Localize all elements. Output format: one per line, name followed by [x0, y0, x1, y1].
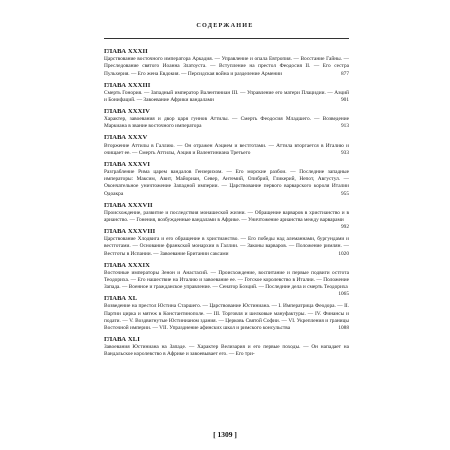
- chapter-page[interactable]: 1065: [338, 291, 349, 298]
- chapter-text: Вторжение Аттилы в Галлию. — Он отражен Аэцием и вестготами. — Аттила вторгается в Италию и очищает ее. — Смерть Аттилы, Аэция и Валентиниана Третьего: [104, 142, 349, 156]
- chapter-page[interactable]: 955: [340, 190, 349, 197]
- chapter-page[interactable]: 1020: [338, 250, 349, 257]
- running-head: СОДЕРЖАНИЕ: [196, 22, 254, 29]
- chapter-text: Характер, завоевания и двор царя гуннов Аттилы. — Смерть Феодосия Младшего. — Возведение Маркиана в звание восточного императора: [104, 116, 349, 130]
- chapter-description: [104, 303, 349, 332]
- toc-entry: [104, 228, 349, 258]
- page-number: [ 1309 ]: [213, 430, 237, 439]
- chapter-text: Происхождение, развитие и последствия монашеской жизни. — Обращение варваров в христианство и в арианство. — Гонения, возбужденные вандалами в Африке. — Уничтожение арианства между варварами: [104, 209, 349, 223]
- chapter-title: ГЛАВА XXXV: [104, 134, 148, 142]
- chapter-page[interactable]: 933: [340, 149, 349, 156]
- toc-entry: [104, 48, 349, 78]
- chapter-description: [104, 143, 349, 157]
- chapter-title: ГЛАВА XXXIX: [104, 261, 150, 269]
- chapter-description: [104, 116, 349, 130]
- toc-entry: [104, 336, 349, 359]
- header-rule: [104, 38, 349, 39]
- chapter-page[interactable]: 992: [340, 224, 349, 231]
- toc-entry: [104, 261, 349, 298]
- chapter-page[interactable]: 901: [340, 96, 349, 103]
- chapter-title: ГЛАВА XXXVII: [104, 201, 153, 209]
- chapter-text: Разграбление Рима царем вандалов Гензерихом. — Его морские разбои. — Последние западные императоры: Максим, Авит, Майориан, Север, Антемий, Олибрий, Гликерий, Непот, Августул. — Окончательное уничтожение Западной империи. — Царствование первого варварского короля Италии Одоакра: [104, 168, 349, 197]
- chapter-description: [104, 56, 349, 78]
- chapter-text: Царствование восточного императора Аркадия. — Управление и опала Евтропия. — Восстание Гайны. — Преследование святого Иоанна Златоуста. — Вступление на престол Феодосия II. — Его сестра Пульхерия. — Его жена Евдокия. — Персидская война и разделение Армении: [104, 56, 349, 77]
- chapter-page[interactable]: 913: [340, 123, 349, 130]
- chapter-description: [104, 269, 349, 298]
- chapter-title: ГЛАВА XXXVI: [104, 160, 150, 168]
- chapter-text: Царствование Хлодвига и его обращение в христианство. — Его победы над алеманнами, бургундами и вестготами. — Основание франкской монархии в Галлии. — Законы варваров. — Положение римлян. — Вестготы в Испании. — Завоевание Британии саксами: [104, 236, 349, 257]
- toc-entry: [104, 108, 349, 131]
- toc-entry: [104, 82, 349, 105]
- chapter-description: [104, 344, 349, 358]
- chapter-description: [104, 90, 349, 104]
- toc-entry: [104, 134, 349, 157]
- toc-entry: [104, 161, 349, 198]
- chapter-page[interactable]: 1088: [338, 324, 349, 331]
- chapter-text: Возведение на престол Юстина Старшего. — Царствование Юстиниана. — I. Императрица Феодора. — II. Партии цирка и мятеж в Константинополе. — III. Торговля и шелковые мануфактуры. — IV. Финансы и подати. — V. Воздвигнутые Юстинианом здания. — Церковь Святой Софии. — VI. Укрепления и границы Восточной империи. — VII. Упразднение афинских школ и римского консульства: [104, 303, 349, 331]
- chapter-title: ГЛАВА XLI: [104, 335, 140, 343]
- chapter-title: ГЛАВА XXXIV: [104, 107, 150, 115]
- chapter-title: ГЛАВА XL: [104, 295, 138, 303]
- chapter-description: [104, 169, 349, 198]
- chapter-title: ГЛАВА XXXII: [104, 48, 148, 55]
- page-number-value: 1309: [217, 430, 233, 439]
- chapter-title: ГЛАВА XXXIII: [104, 81, 151, 89]
- chapter-title: ГЛАВА XXXVIII: [104, 227, 156, 235]
- chapter-text: Восточные императоры Зенон и Анастасий. — Происхождение, воспитание и первые подвиги остгота Теодориха. — Его нашествие на Италию и завоевание ее. — Готское королевство в Италии. — Положение Запада. — Военное и гражданское управление. — Сенатор Боэций. — Последние дела и смерть Теодориха: [104, 269, 349, 291]
- chapter-description: [104, 236, 349, 258]
- chapter-page[interactable]: 877: [340, 70, 349, 77]
- chapter-text: Смерть Гонория. — Западный император Валентиниан III. — Управление его матери Плацидии. — Аэций и Бонифаций. — Завоевание Африки вандалами: [104, 89, 349, 103]
- table-of-contents: [104, 48, 349, 362]
- toc-entry: [104, 295, 349, 332]
- chapter-text: Завоевания Юстиниана на Западе. — Характер Велизария и его первые походы. — Он нападает на Вандальское королевство в Африке и завоевывает его. — Его три-: [104, 344, 349, 358]
